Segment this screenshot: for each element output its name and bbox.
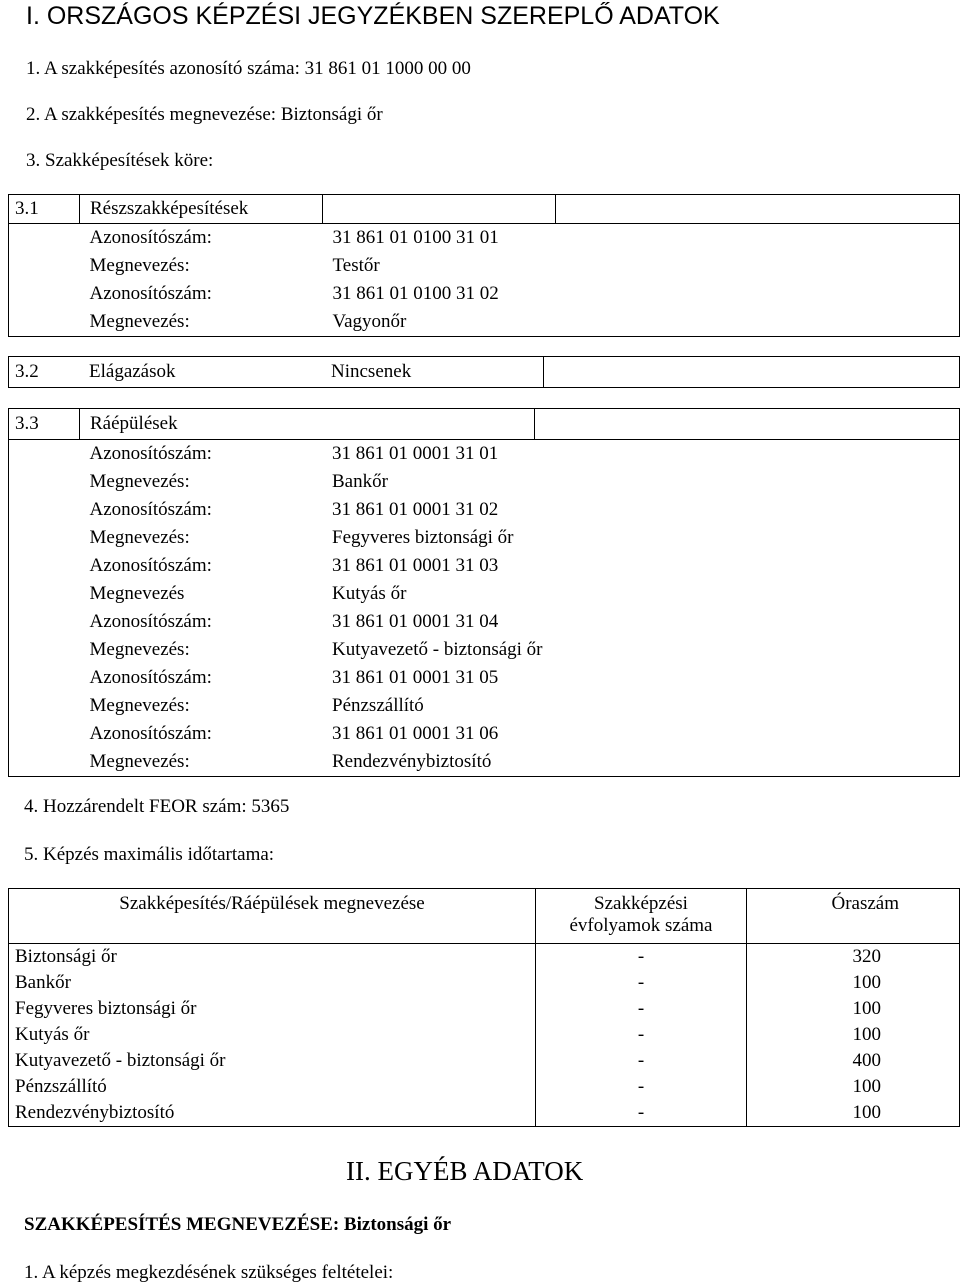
field-value: 31 861 01 0100 31 01 bbox=[332, 227, 499, 248]
field-key: Azonosítószám: bbox=[89, 443, 212, 464]
section-number: 3.1 bbox=[9, 195, 80, 224]
feor-number-line: 4. Hozzárendelt FEOR szám: 5365 bbox=[24, 796, 290, 817]
header-grades: Szakképzési évfolyamok száma bbox=[536, 889, 747, 944]
field-key: Azonosítószám: bbox=[89, 555, 212, 576]
field-value: Kutyavezető - biztonsági őr bbox=[332, 639, 543, 660]
qualification-name-line: 2. A szakképesítés megnevezése: Biztonsági őr bbox=[26, 104, 383, 125]
section-value: Nincsenek bbox=[321, 357, 544, 388]
section-number: 3.3 bbox=[9, 409, 80, 440]
header-name: Szakképesítés/Ráépülések megnevezése bbox=[9, 889, 536, 944]
field-key: Azonosítószám: bbox=[89, 611, 212, 632]
table-row: Biztonsági őr - 320 bbox=[9, 944, 960, 971]
field-value: Pénzszállító bbox=[332, 695, 424, 716]
field-value: Bankőr bbox=[332, 471, 388, 492]
field-key: Megnevezés bbox=[89, 583, 185, 604]
section-label: Elágazások bbox=[79, 357, 321, 388]
training-duration-table bbox=[8, 888, 960, 1127]
field-key: Azonosítószám: bbox=[89, 667, 212, 688]
field-value: 31 861 01 0001 31 04 bbox=[332, 611, 499, 632]
field-key: Megnevezés: bbox=[89, 751, 190, 772]
field-key: Azonosítószám: bbox=[89, 283, 212, 304]
table-row: Bankőr - 100 bbox=[9, 970, 960, 996]
qualification-name-heading: SZAKKÉPESÍTÉS MEGNEVEZÉSE: Biztonsági őr bbox=[24, 1214, 452, 1235]
branches-table bbox=[8, 356, 960, 388]
table-row: Pénzszállító - 100 bbox=[9, 1074, 960, 1100]
field-value: 31 861 01 0001 31 06 bbox=[332, 723, 499, 744]
field-key: Megnevezés: bbox=[89, 311, 190, 332]
field-value: Rendezvénybiztosító bbox=[332, 751, 492, 772]
section-number: 3.2 bbox=[9, 357, 80, 388]
add-on-qualifications-table bbox=[8, 408, 960, 777]
field-key: Azonosítószám: bbox=[89, 723, 212, 744]
field-key: Megnevezés: bbox=[89, 255, 190, 276]
field-value: 31 861 01 0001 31 05 bbox=[332, 667, 499, 688]
header-hours: Óraszám bbox=[747, 889, 960, 944]
prerequisites-line: 1. A képzés megkezdésének szükséges feltételei: bbox=[24, 1262, 394, 1283]
section-label: Részszakképesítések bbox=[80, 195, 323, 224]
field-value: 31 861 01 0100 31 02 bbox=[332, 283, 499, 304]
field-value: Kutyás őr bbox=[332, 583, 407, 604]
field-value: Vagyonőr bbox=[332, 311, 407, 332]
field-value: Fegyveres biztonsági őr bbox=[332, 527, 514, 548]
field-key: Megnevezés: bbox=[89, 695, 190, 716]
partial-qualifications-table bbox=[8, 194, 960, 337]
field-value: Testőr bbox=[332, 255, 380, 276]
field-value: 31 861 01 0001 31 01 bbox=[332, 443, 499, 464]
section-heading: II. EGYÉB ADATOK bbox=[346, 1156, 584, 1186]
page-title: I. ORSZÁGOS KÉPZÉSI JEGYZÉKBEN SZEREPLŐ ADATOK bbox=[26, 2, 720, 30]
section-label: Ráépülések bbox=[80, 409, 323, 440]
table-row: Fegyveres biztonsági őr - 100 bbox=[9, 996, 960, 1022]
qualification-scope-line: 3. Szakképesítések köre: bbox=[26, 150, 214, 171]
field-key: Megnevezés: bbox=[89, 471, 190, 492]
training-duration-line: 5. Képzés maximális időtartama: bbox=[24, 844, 275, 865]
field-key: Megnevezés: bbox=[89, 527, 190, 548]
field-value: 31 861 01 0001 31 02 bbox=[332, 499, 499, 520]
field-key: Megnevezés: bbox=[89, 639, 190, 660]
table-row: Kutyavezető - biztonsági őr - 400 bbox=[9, 1048, 960, 1074]
field-key: Azonosítószám: bbox=[89, 227, 212, 248]
table-row: Rendezvénybiztosító - 100 bbox=[9, 1100, 960, 1127]
field-value: 31 861 01 0001 31 03 bbox=[332, 555, 499, 576]
table-row: Kutyás őr - 100 bbox=[9, 1022, 960, 1048]
field-key: Azonosítószám: bbox=[89, 499, 212, 520]
qualification-id-line: 1. A szakképesítés azonosító száma: 31 861 01 1000 00 00 bbox=[26, 58, 471, 79]
